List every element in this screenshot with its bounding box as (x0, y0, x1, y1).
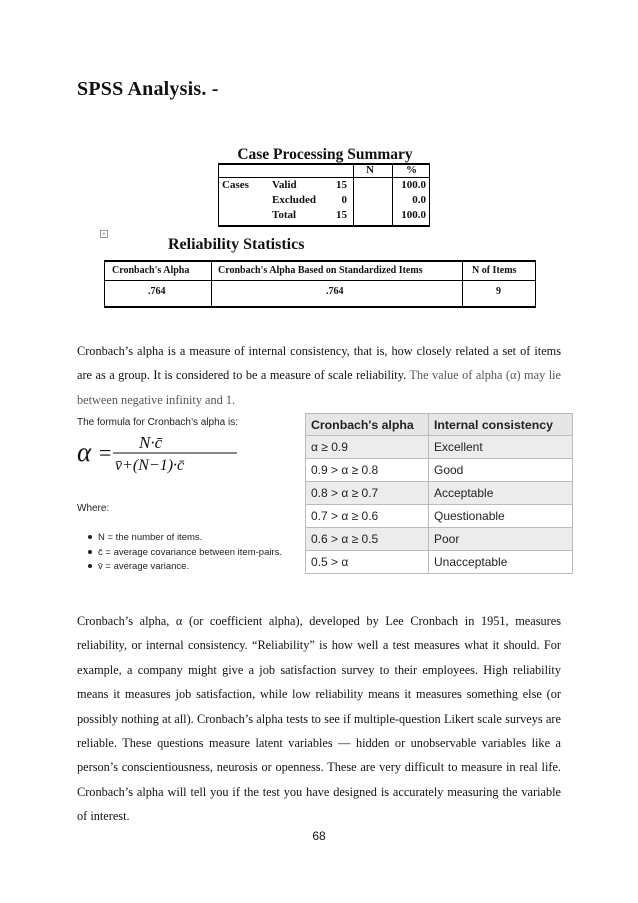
row-label-valid: Valid (272, 179, 297, 191)
table-row (306, 528, 573, 551)
cell-n-total: 15 (336, 209, 347, 221)
alpha-range-cell: 0.7 > α ≥ 0.6 (306, 505, 429, 528)
case-processing-table (218, 163, 430, 227)
alpha-range-cell: 0.9 > α ≥ 0.8 (306, 459, 429, 482)
cell-n-valid: 15 (336, 179, 347, 191)
consistency-cell: Unacceptable (429, 551, 573, 574)
cell-pct-excluded: 0.0 (412, 194, 426, 206)
list-item: v̄ = average variance. (88, 560, 282, 575)
consistency-cell: Poor (429, 528, 573, 551)
alpha-range-cell: α ≥ 0.9 (306, 436, 429, 459)
table-row (306, 551, 573, 574)
where-label: Where: (77, 503, 110, 514)
expand-icon: + (100, 230, 108, 238)
alpha-range-cell: 0.6 > α ≥ 0.5 (306, 528, 429, 551)
formula-denominator: v̄+(N−1)·c̄ (115, 457, 185, 474)
cases-label: Cases (222, 179, 249, 191)
header-n: N (366, 164, 374, 176)
list-item: N = the number of items. (88, 531, 282, 546)
table-row (306, 459, 573, 482)
consistency-cell: Excellent (429, 436, 573, 459)
case-processing-title: Case Processing Summary (237, 146, 413, 163)
reliability-table (104, 260, 536, 308)
alpha-range-cell: 0.5 > α (306, 551, 429, 574)
row-label-total: Total (272, 209, 297, 221)
consistency-cell: Acceptable (429, 482, 573, 505)
internal-consistency-table (305, 413, 573, 574)
table-row (306, 505, 573, 528)
paragraph-description: Cronbach’s alpha, α (or coefficient alpha), developed by Lee Cronbach in 1951, measures reliability, or internal consistency. “Reliability” is how well a test measures what it should. For example, a company might give a job satisfaction survey to their employees. High reliability means it measures job satisfaction, while low reliability means it measures something else (or possibly nothing at all). Cronbach’s alpha tests to see if multiple-question Likert scale surveys are reliable. These questions measure latent variables — hidden or unobservable variables like a person’s conscientiousness, neurosis or openness. These are very difficult to measure in real life. Cronbach’s alpha will tell you if the test you have designed is accurately measuring the variable of interest. (77, 614, 561, 824)
header-pct: % (406, 164, 417, 176)
value-cronbach-alpha: .764 (148, 286, 166, 297)
cell-pct-valid: 100.0 (401, 179, 426, 191)
formula-equals: = (99, 440, 112, 465)
paragraph-intro: Cronbach’s alpha is a measure of internal consistency, that is, how closely related a set of items are as a group. It is considered to be a measure of scale reliability. The value of alpha (α) may lie between negative infinity and 1. (77, 344, 561, 407)
cell-pct-total: 100.0 (401, 209, 426, 221)
cronbach-formula (77, 430, 247, 475)
formula-label: The formula for Cronbach’s alpha is: (77, 417, 239, 428)
page-number: 68 (312, 829, 326, 843)
formula-variable-list (88, 531, 282, 575)
table-row (306, 482, 573, 505)
list-item: c̄ = average covariance between item-pairs. (88, 546, 282, 561)
row-label-excluded: Excluded (272, 194, 317, 206)
table-row (306, 436, 573, 459)
consistency-cell: Questionable (429, 505, 573, 528)
alpha-range-cell: 0.8 > α ≥ 0.7 (306, 482, 429, 505)
formula-numerator: N·c̄ (139, 433, 163, 452)
value-n-items: 9 (496, 286, 501, 297)
header-alpha-range: Cronbach's alpha (306, 414, 429, 436)
header-standardized-alpha: Cronbach's Alpha Based on Standardized Items (218, 265, 423, 276)
formula-alpha: α (77, 437, 92, 467)
header-cronbach-alpha: Cronbach's Alpha (112, 265, 190, 276)
header-n-items: N of Items (472, 265, 517, 276)
value-standardized-alpha: .764 (326, 286, 344, 297)
header-internal-consistency: Internal consistency (429, 414, 573, 436)
consistency-cell: Good (429, 459, 573, 482)
reliability-title: Reliability Statistics (168, 236, 305, 253)
section-heading: SPSS Analysis. - (77, 78, 219, 100)
cell-n-excluded: 0 (341, 194, 347, 206)
table-header-row (306, 414, 573, 436)
